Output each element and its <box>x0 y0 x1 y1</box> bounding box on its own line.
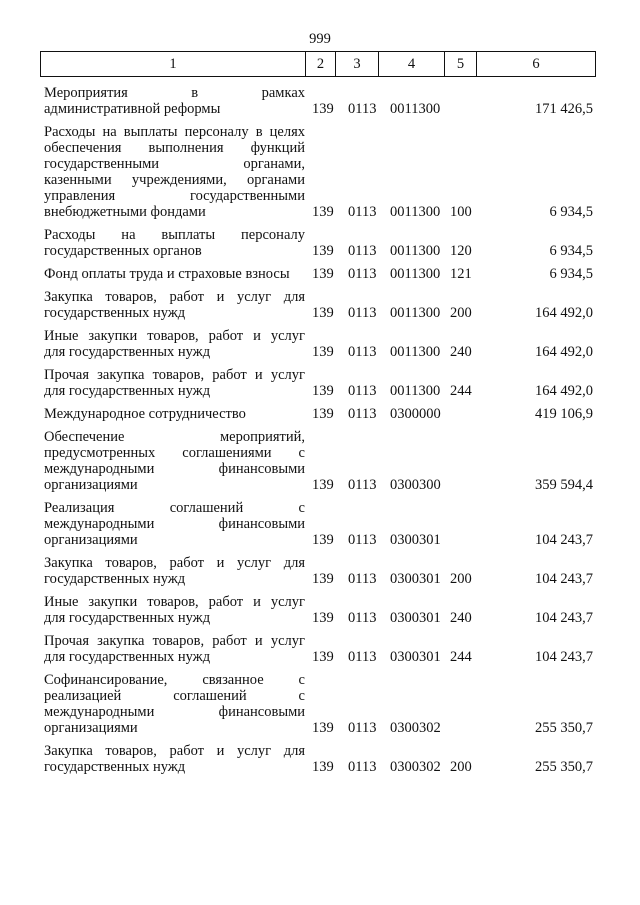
description-line: Иные закупки товаров, работ и услуг <box>44 594 305 610</box>
row-codes <box>0 243 640 259</box>
cell-c4: 0300301 <box>390 649 441 665</box>
header-col-5: 5 <box>445 52 477 76</box>
description-line: обеспечения выполнения функций <box>44 140 305 156</box>
description-line: Реализация соглашений с <box>44 500 305 516</box>
cell-c2: 139 <box>312 406 334 422</box>
cell-c4: 0300301 <box>390 610 441 626</box>
header-col-3: 3 <box>336 52 379 76</box>
row-codes <box>0 759 640 775</box>
cell-c4: 0011300 <box>390 344 441 360</box>
cell-c2: 139 <box>312 305 334 321</box>
cell-c3: 0113 <box>348 305 377 321</box>
row-codes <box>0 649 640 665</box>
cell-c5: 200 <box>450 759 472 775</box>
header-col-1: 1 <box>41 52 306 76</box>
row-codes <box>0 266 640 282</box>
row-codes <box>0 305 640 321</box>
cell-c6: 359 594,4 <box>535 477 593 493</box>
table-row <box>0 227 640 259</box>
cell-c2: 139 <box>312 101 334 117</box>
description-line: международными финансовыми <box>44 704 305 720</box>
cell-c6: 255 350,7 <box>535 759 593 775</box>
description-line: управления государственными <box>44 188 305 204</box>
table-body <box>0 85 640 782</box>
description-line: государственных нужд <box>44 571 186 587</box>
table-row <box>0 743 640 775</box>
page-number: 999 <box>309 31 331 47</box>
cell-c6: 171 426,5 <box>535 101 593 117</box>
description-line: для государственных нужд <box>44 344 211 360</box>
cell-c5: 240 <box>450 344 472 360</box>
description-line: Прочая закупка товаров, работ и услуг <box>44 633 305 649</box>
description-line: Международное сотрудничество <box>44 406 246 422</box>
cell-c5: 244 <box>450 649 472 665</box>
description-line: для государственных нужд <box>44 610 211 626</box>
cell-c4: 0300000 <box>390 406 441 422</box>
cell-c3: 0113 <box>348 101 377 117</box>
cell-c2: 139 <box>312 532 334 548</box>
description-line: Закупка товаров, работ и услуг для <box>44 555 305 571</box>
cell-c2: 139 <box>312 610 334 626</box>
cell-c5: 200 <box>450 571 472 587</box>
cell-c4: 0011300 <box>390 305 441 321</box>
description-line: организациями <box>44 477 138 493</box>
row-codes <box>0 477 640 493</box>
table-row <box>0 124 640 220</box>
cell-c3: 0113 <box>348 383 377 399</box>
table-header <box>40 51 596 77</box>
cell-c5: 100 <box>450 204 472 220</box>
description-line: казенными учреждениями, органами <box>44 172 305 188</box>
table-row <box>0 406 640 422</box>
cell-c2: 139 <box>312 243 334 259</box>
cell-c4: 0011300 <box>390 204 441 220</box>
cell-c2: 139 <box>312 649 334 665</box>
cell-c5: 200 <box>450 305 472 321</box>
header-col-4: 4 <box>379 52 445 76</box>
cell-c5: 121 <box>450 266 472 282</box>
description-line: Мероприятия в рамках <box>44 85 305 101</box>
description-line: Закупка товаров, работ и услуг для <box>44 743 305 759</box>
description-line: государственными органами, <box>44 156 305 172</box>
cell-c6: 164 492,0 <box>535 383 593 399</box>
table-row <box>0 500 640 548</box>
table-row <box>0 289 640 321</box>
description-line: международными финансовыми <box>44 516 305 532</box>
cell-c6: 164 492,0 <box>535 305 593 321</box>
description-line: Фонд оплаты труда и страховые взносы <box>44 266 290 282</box>
cell-c4: 0011300 <box>390 101 441 117</box>
cell-c5: 120 <box>450 243 472 259</box>
description-line: Софинансирование, связанное с <box>44 672 305 688</box>
cell-c3: 0113 <box>348 243 377 259</box>
cell-c6: 6 934,5 <box>549 204 593 220</box>
cell-c4: 0300300 <box>390 477 441 493</box>
description-line: предусмотренных соглашениями с <box>44 445 305 461</box>
cell-c3: 0113 <box>348 571 377 587</box>
description-line: Прочая закупка товаров, работ и услуг <box>44 367 305 383</box>
description-line: для государственных нужд <box>44 649 211 665</box>
cell-c2: 139 <box>312 344 334 360</box>
cell-c6: 255 350,7 <box>535 720 593 736</box>
cell-c4: 0300302 <box>390 759 441 775</box>
cell-c3: 0113 <box>348 610 377 626</box>
description-line: международными финансовыми <box>44 461 305 477</box>
cell-c6: 104 243,7 <box>535 532 593 548</box>
cell-c2: 139 <box>312 759 334 775</box>
cell-c3: 0113 <box>348 649 377 665</box>
cell-c4: 0011300 <box>390 266 441 282</box>
description-line: внебюджетными фондами <box>44 204 206 220</box>
description-line: Расходы на выплаты персоналу в целях <box>44 124 305 140</box>
table-row <box>0 633 640 665</box>
description-line: Обеспечение мероприятий, <box>44 429 305 445</box>
cell-c6: 164 492,0 <box>535 344 593 360</box>
cell-c5: 240 <box>450 610 472 626</box>
row-codes <box>0 344 640 360</box>
cell-c2: 139 <box>312 477 334 493</box>
description-line: реализацией соглашений с <box>44 688 305 704</box>
cell-c5: 244 <box>450 383 472 399</box>
description-line: Расходы на выплаты персоналу <box>44 227 305 243</box>
cell-c2: 139 <box>312 571 334 587</box>
header-col-6: 6 <box>532 56 540 72</box>
cell-c6: 104 243,7 <box>535 610 593 626</box>
cell-c4: 0300301 <box>390 571 441 587</box>
row-codes <box>0 406 640 422</box>
row-codes <box>0 571 640 587</box>
description-line: организациями <box>44 720 138 736</box>
table-row <box>0 367 640 399</box>
cell-c2: 139 <box>312 266 334 282</box>
cell-c6: 104 243,7 <box>535 571 593 587</box>
row-codes <box>0 101 640 117</box>
header-col-2: 2 <box>306 52 336 76</box>
description-line: административной реформы <box>44 101 221 117</box>
description-line: Закупка товаров, работ и услуг для <box>44 289 305 305</box>
cell-c4: 0300302 <box>390 720 441 736</box>
description-line: организациями <box>44 532 138 548</box>
table-row <box>0 672 640 736</box>
table-row <box>0 429 640 493</box>
cell-c2: 139 <box>312 720 334 736</box>
cell-c2: 139 <box>312 204 334 220</box>
description-line: государственных нужд <box>44 759 186 775</box>
cell-c3: 0113 <box>348 344 377 360</box>
cell-c6: 104 243,7 <box>535 649 593 665</box>
row-codes <box>0 532 640 548</box>
cell-c3: 0113 <box>348 532 377 548</box>
cell-c4: 0300301 <box>390 532 441 548</box>
row-codes <box>0 720 640 736</box>
cell-c4: 0011300 <box>390 243 441 259</box>
table-row <box>0 85 640 117</box>
table-row <box>0 328 640 360</box>
table-row <box>0 266 640 282</box>
table-row <box>0 555 640 587</box>
cell-c6: 6 934,5 <box>549 266 593 282</box>
description-line: государственных нужд <box>44 305 186 321</box>
cell-c3: 0113 <box>348 759 377 775</box>
cell-c3: 0113 <box>348 204 377 220</box>
row-codes <box>0 610 640 626</box>
description-line: государственных органов <box>44 243 202 259</box>
cell-c6: 6 934,5 <box>549 243 593 259</box>
cell-c3: 0113 <box>348 720 377 736</box>
row-codes <box>0 383 640 399</box>
cell-c3: 0113 <box>348 406 377 422</box>
description-line: для государственных нужд <box>44 383 211 399</box>
description-line: Иные закупки товаров, работ и услуг <box>44 328 305 344</box>
cell-c3: 0113 <box>348 477 377 493</box>
cell-c3: 0113 <box>348 266 377 282</box>
cell-c4: 0011300 <box>390 383 441 399</box>
cell-c2: 139 <box>312 383 334 399</box>
table-row <box>0 594 640 626</box>
row-codes <box>0 204 640 220</box>
cell-c6: 419 106,9 <box>535 406 593 422</box>
